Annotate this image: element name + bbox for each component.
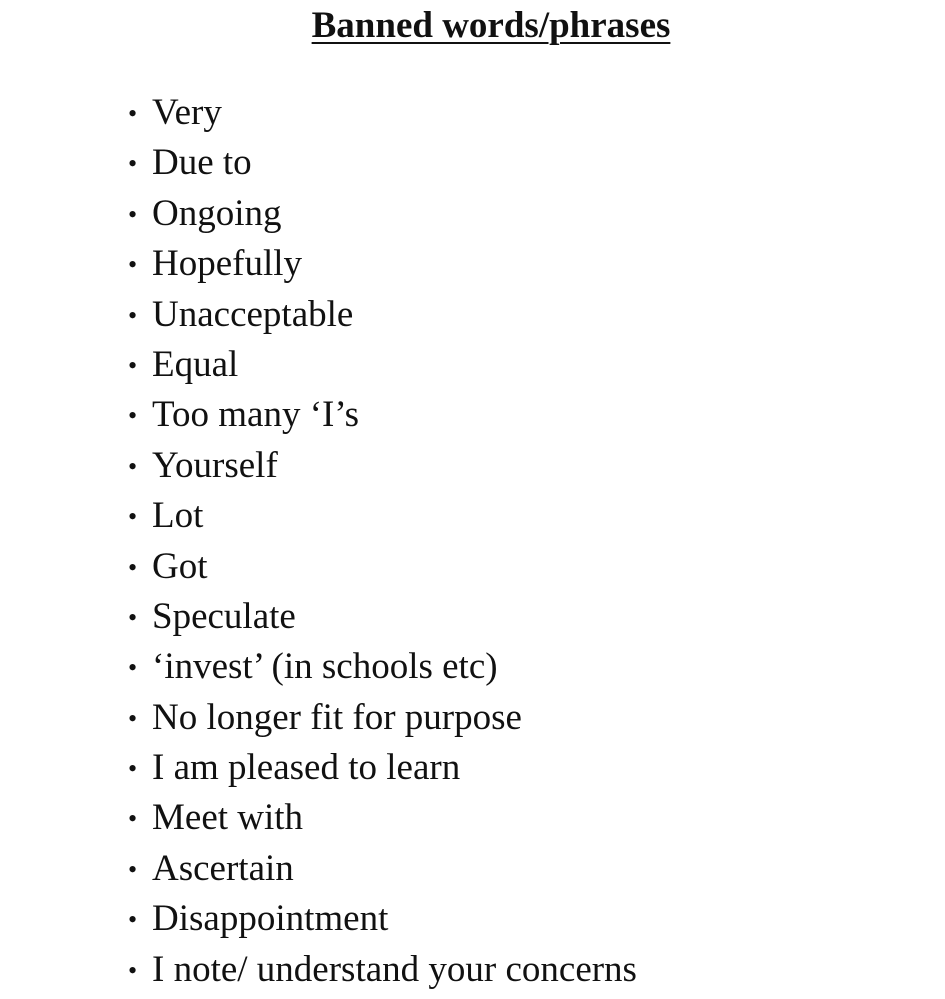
list-item [128, 793, 637, 843]
bullet-icon: • [128, 754, 138, 784]
list-item-label: I note/ understand your concerns [152, 948, 637, 990]
list-item [128, 743, 637, 793]
list-item [128, 441, 637, 491]
bullet-icon: • [128, 602, 138, 632]
bullet-icon: • [128, 653, 138, 683]
list-item [128, 542, 637, 592]
bullet-icon: • [128, 99, 138, 128]
list-item-label: Ongoing [152, 192, 282, 234]
bullet-icon: • [128, 401, 138, 431]
bullet-icon: • [128, 703, 138, 733]
list-item-label: Very [152, 92, 222, 133]
bullet-icon: • [128, 300, 138, 330]
list-item [128, 693, 637, 743]
list-item [128, 138, 637, 188]
list-item-label: Ascertain [152, 847, 294, 889]
list-item [128, 88, 637, 138]
list-item-label: No longer fit for purpose [152, 696, 522, 738]
list-item [128, 239, 637, 289]
list-item-label: Due to [152, 142, 252, 184]
list-item-label: I am pleased to learn [152, 747, 461, 789]
bullet-icon: • [128, 350, 138, 380]
list-item [128, 945, 637, 995]
bullet-icon: • [128, 804, 138, 834]
list-item-label: Lot [152, 495, 204, 537]
list-item [128, 844, 637, 894]
document-title: Banned words/phrases [311, 5, 671, 46]
list-item-label: Got [152, 545, 208, 587]
list-item-label: Yourself [152, 444, 278, 486]
bullet-icon: • [128, 905, 138, 935]
list-item-label: Too many ‘I’s [152, 394, 360, 436]
list-item [128, 642, 637, 692]
list-item [128, 290, 637, 340]
bullet-icon: • [128, 502, 138, 532]
list-item [128, 491, 637, 541]
list-item [128, 592, 637, 642]
list-item-label: Equal [152, 343, 239, 385]
list-item [128, 189, 637, 239]
bullet-icon: • [128, 199, 138, 229]
list-item-label: Speculate [152, 595, 296, 637]
list-item [128, 894, 637, 944]
list-item-label: ‘invest’ (in schools etc) [152, 646, 498, 688]
list-item [128, 340, 637, 390]
bullet-icon: • [128, 854, 138, 884]
bullet-icon: • [128, 451, 138, 481]
list-item-label: Meet with [152, 797, 304, 839]
bullet-icon: • [128, 250, 138, 280]
bullet-icon: • [128, 149, 138, 179]
bullet-icon: • [128, 552, 138, 582]
list-item-label: Unacceptable [152, 293, 354, 335]
list-item-label: Disappointment [152, 898, 389, 940]
banned-words-list [128, 88, 637, 995]
list-item [128, 390, 637, 440]
list-item-label: Hopefully [152, 243, 303, 285]
bullet-icon: • [128, 955, 138, 985]
